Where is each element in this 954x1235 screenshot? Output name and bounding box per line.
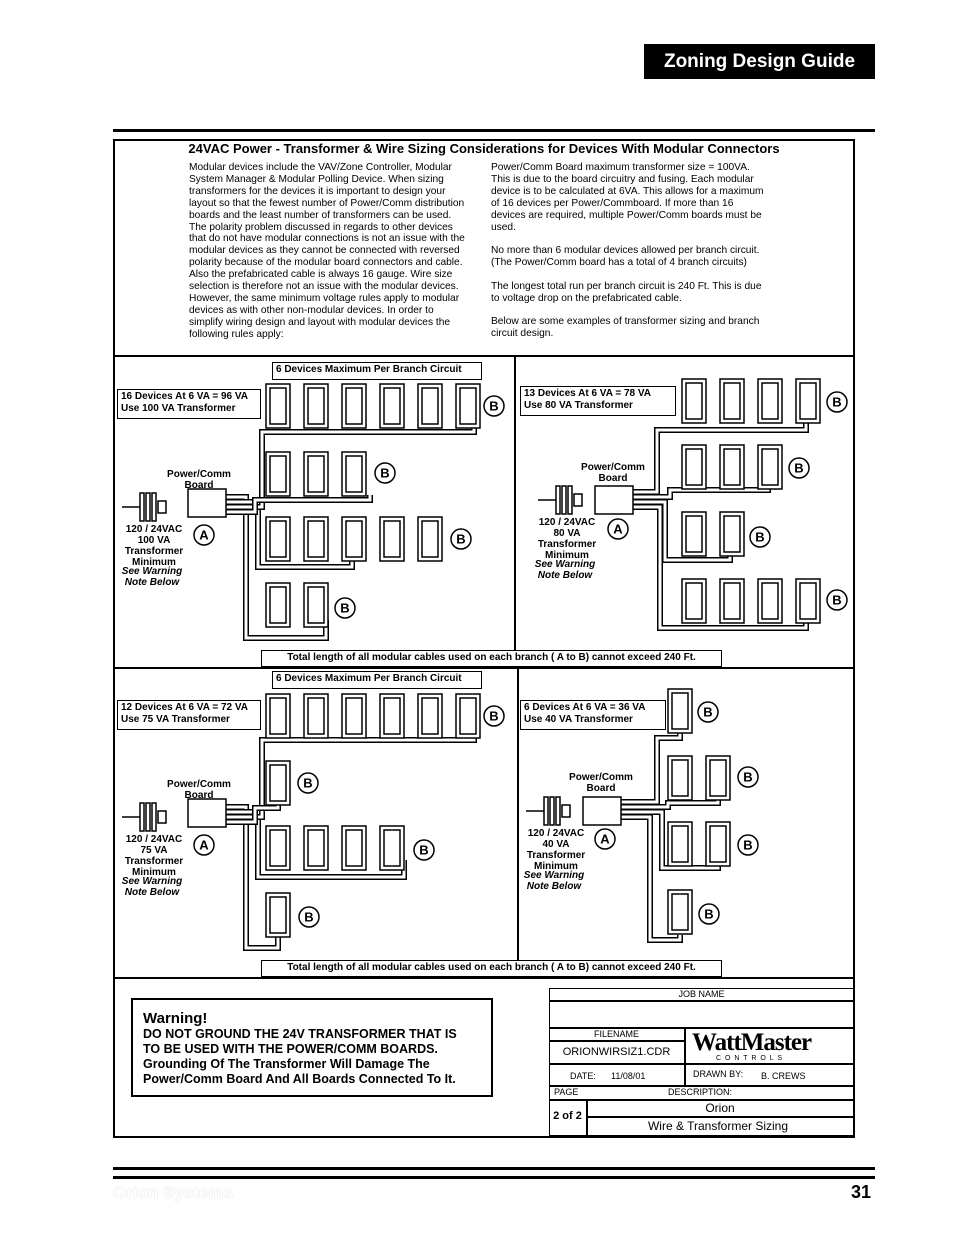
date-label: DATE:	[570, 1071, 596, 1081]
point-b-label: B	[380, 465, 390, 481]
cable-length-note: Total length of all modular cables used on each branch ( A to B) cannot exceed 240 Ft.	[261, 650, 722, 667]
power-comm-board-label: Power/Comm Board	[167, 779, 231, 801]
page-number: 31	[851, 1182, 872, 1202]
power-comm-board	[188, 799, 226, 827]
intro-left-text: Modular devices include the VAV/Zone Controller, Modular System Manager & Modular Polling Device. When sizing transformers for the devices it is important to design your layout so that the fewest number of Power/Comm distribution boards and the least number of transformers can be used. The polarity problem discussed in regards to other devices that do not have modular connections is not an issue with the modular devices as they cannot be connected with reversed polarity because of the modular board connectors and cable. Also the prefabricated cable is always 16 gauge. Wire size selection is therefore not an issue with the modular devices. However, the same minimum voltage rules apply to modular devices as with other non-modular devices. In order to simplify wiring design and layout with modular devices the following rules apply:	[189, 162, 465, 340]
point-b-label: B	[832, 394, 842, 410]
title-block-line	[684, 1063, 686, 1085]
transformer-plug	[556, 486, 560, 514]
transformer-label-2: 120 / 24VAC 80 VA Transformer Minimum	[537, 517, 597, 561]
point-a-label: A	[199, 837, 209, 853]
point-b-label: B	[794, 460, 804, 476]
transformer-plug	[158, 501, 166, 513]
point-b-label: B	[456, 531, 466, 547]
warning-title: Warning!	[143, 1010, 208, 1027]
point-b-label: B	[304, 909, 314, 925]
cable-length-note: Total length of all modular cables used on each branch ( A to B) cannot exceed 240 Ft.	[261, 960, 722, 977]
transformer-plug	[152, 493, 156, 521]
point-b-label: B	[703, 704, 713, 720]
title-block-line	[684, 1027, 686, 1063]
intro-right-text-1: Power/Comm Board maximum transformer size = 100VA. This is due to the board circuitry and fusing. Each modular device is to be calculated at 6VA. This allows for a maximum of 16 devices per Power/Commboard. If more than 16 devices are required, multiple Power/Comm boards must be used.	[491, 162, 764, 233]
transformer-plug	[146, 493, 150, 521]
max-devices-label: 6 Devices Maximum Per Branch Circuit	[272, 362, 482, 380]
transformer-plug	[562, 486, 566, 514]
point-b-label: B	[704, 906, 714, 922]
page-label: PAGE	[554, 1087, 579, 1097]
title-block-line	[549, 1000, 854, 1002]
load-calc-box-3: 12 Devices At 6 VA = 72 VA Use 75 VA Transformer	[117, 700, 261, 730]
load-calc-box-1: 16 Devices At 6 VA = 96 VA Use 100 VA Transformer	[117, 389, 261, 419]
load-calc-box-2: 13 Devices At 6 VA = 78 VA Use 80 VA Transformer	[520, 386, 676, 416]
warning-reference: See Warning Note Below	[121, 566, 183, 588]
point-b-label: B	[755, 529, 765, 545]
logo-subtext: C O N T R O L S	[716, 1055, 783, 1062]
point-b-label: B	[743, 769, 753, 785]
power-comm-board	[188, 489, 226, 517]
section-header: Zoning Design Guide	[644, 44, 875, 79]
drawn-by-label: DRAWN BY:	[693, 1069, 744, 1079]
transformer-plug	[152, 803, 156, 831]
warning-reference: See Warning Note Below	[523, 870, 585, 892]
point-a-label: A	[600, 831, 610, 847]
transformer-plug	[568, 486, 572, 514]
point-b-label: B	[340, 600, 350, 616]
warning-reference: See Warning Note Below	[534, 559, 596, 581]
modular-cable	[226, 735, 474, 817]
transformer-plug	[562, 805, 570, 817]
title-block-line	[586, 1116, 854, 1118]
job-name-label: JOB NAME	[678, 989, 725, 999]
warning-body: DO NOT GROUND THE 24V TRANSFORMER THAT IS TO BE USED WITH THE POWER/COMM BOARDS. Grounding Of The Transformer Will Damage The Power/Comm Board And All Boards Connected To It.	[143, 1027, 457, 1086]
transformer-plug	[140, 493, 144, 521]
transformer-plug	[158, 811, 166, 823]
point-b-label: B	[303, 775, 313, 791]
point-b-label: B	[832, 592, 842, 608]
transformer-plug	[550, 797, 554, 825]
point-a-label: A	[613, 521, 623, 537]
date-value: 11/08/01	[611, 1071, 646, 1081]
transformer-plug	[140, 803, 144, 831]
warning-box	[131, 998, 493, 1097]
intro-right-text-3: The longest total run per branch circuit is 240 Ft. This is due to voltage drop on the prefabricated cable.	[491, 281, 762, 304]
power-comm-board-label: Power/Comm Board	[581, 462, 645, 484]
section-title: 24VAC Power - Transformer & Wire Sizing Considerations for Devices With Modular Connectors	[188, 141, 780, 156]
transformer-plug	[146, 803, 150, 831]
footer-rule	[113, 1167, 875, 1170]
load-calc-box-4: 6 Devices At 6 VA = 36 VA Use 40 VA Transformer	[520, 700, 666, 730]
point-b-label: B	[743, 837, 753, 853]
transformer-plug	[544, 797, 548, 825]
point-b-label: B	[489, 398, 499, 414]
description-label: DESCRIPTION:	[668, 1087, 733, 1097]
point-a-label: A	[199, 527, 209, 543]
filename-label: FILENAME	[593, 1029, 639, 1039]
title-block-line	[549, 1063, 854, 1065]
power-comm-board	[583, 797, 621, 825]
wattmaster-logo: WattMaster	[692, 1029, 812, 1056]
power-comm-board-label: Power/Comm Board	[167, 469, 231, 491]
drawn-by-value: B. CREWS	[761, 1071, 806, 1081]
max-devices-label: 6 Devices Maximum Per Branch Circuit	[272, 671, 482, 689]
footer-product: Orion Systems	[113, 1183, 233, 1202]
description-line-2: Wire & Transformer Sizing	[647, 1119, 789, 1133]
intro-right-text-4: Below are some examples of transformer sizing and branch circuit design.	[491, 316, 760, 339]
transformer-plug	[556, 797, 560, 825]
transformer-plug	[574, 494, 582, 506]
transformer-label-3: 120 / 24VAC 75 VA Transformer Minimum	[124, 834, 184, 878]
transformer-label-4: 120 / 24VAC 40 VA Transformer Minimum	[526, 828, 586, 872]
power-comm-board	[595, 486, 633, 514]
power-comm-board-label: Power/Comm Board	[569, 772, 633, 794]
filename-value: ORIONWIRSIZ1.CDR	[562, 1046, 671, 1058]
footer-rule	[113, 1176, 875, 1179]
warning-reference: See Warning Note Below	[121, 876, 183, 898]
description-line-1: Orion	[705, 1101, 735, 1115]
page-value: 2 of 2	[553, 1110, 582, 1122]
point-b-label: B	[419, 842, 429, 858]
intro-right-text-2: No more than 6 modular devices allowed per branch circuit. (The Power/Comm board has a total of 4 branch circuits)	[491, 245, 760, 268]
transformer-label-1: 120 / 24VAC 100 VA Transformer Minimum	[124, 524, 184, 568]
point-b-label: B	[489, 708, 499, 724]
title-block-line	[549, 1040, 685, 1042]
